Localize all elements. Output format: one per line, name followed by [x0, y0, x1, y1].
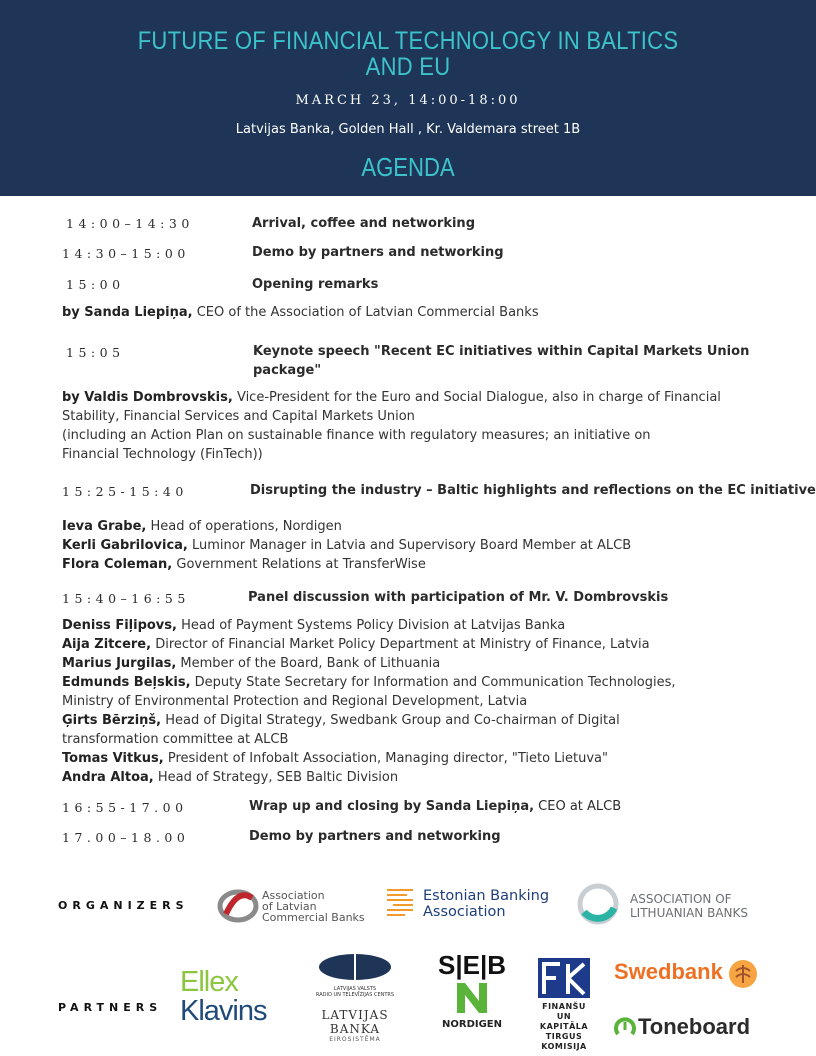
schedule-time: 14:30–15:00	[62, 246, 190, 261]
ellex-klavins-logo: Ellex Klavins	[180, 966, 267, 1027]
schedule-time: 15:00	[66, 277, 125, 292]
schedule-title: Opening remarks	[252, 277, 379, 292]
nordigen-icon	[454, 981, 490, 1015]
schedule-time: 15:05	[66, 345, 125, 360]
schedule-title: Wrap up and closing by Sanda Liepiņa, CEO at ALCB	[249, 799, 622, 814]
agenda-heading: AGENDA	[361, 152, 455, 182]
panelist: Marius Jurgilas, Member of the Board, Bank of Lithuania	[62, 656, 441, 671]
panelist-cont: transformation committee at ALCB	[62, 732, 289, 747]
latvijas-banka-logo: LATVIJAS VALSTS RADIO UN TELEVĪZIJAS CENTRS LATVIJAS BANKA EIROSISTĒMA	[300, 952, 410, 1052]
keynote-text: Stability, Financial Services and Capital Markets Union	[62, 409, 415, 424]
panelist: Deniss Fiļipovs, Head of Payment Systems Policy Division at Latvijas Banka	[62, 618, 566, 633]
fktk-logo: FINANŠU UN KAPITĀLA TIRGUS KOMISIJA	[535, 958, 593, 1044]
schedule-title: Disrupting the industry – Baltic highlights and reflections on the EC initiative	[250, 483, 816, 498]
schedule-title: Panel discussion with participation of Mr. V. Dombrovskis	[248, 590, 669, 605]
swedbank-logo: Swedbank	[614, 959, 764, 993]
swedbank-tree-icon	[728, 959, 758, 989]
schedule-title-cont: package"	[253, 363, 322, 378]
panelist-cont: Ministry of Environmental Protection and Regional Development, Latvia	[62, 694, 528, 709]
alcb-icon	[216, 884, 260, 928]
speaker: Flora Coleman, Government Relations at TransferWise	[62, 557, 426, 572]
header-banner	[0, 0, 816, 196]
seb-nordigen-logo: S|E|B NORDIGEN	[437, 950, 506, 1030]
partners-label: PARTNERS	[58, 1001, 163, 1014]
eba-icon	[385, 886, 415, 918]
schedule-title: Demo by partners and networking	[252, 245, 504, 260]
event-date: MARCH 23, 14:00-18:00	[295, 93, 521, 108]
lvbank-icon	[315, 952, 395, 982]
panelist: Edmunds Beļskis, Deputy State Secretary for Information and Communication Technologies,	[62, 675, 676, 690]
toneboard-logo: Toneboard	[614, 1014, 764, 1044]
schedule-time: 16:55-17.00	[62, 800, 188, 815]
panelist: Andra Altoa, Head of Strategy, SEB Baltic Division	[62, 770, 399, 785]
schedule-time: 17.00–18.00	[62, 830, 190, 845]
keynote-text: Financial Technology (FinTech))	[62, 447, 263, 462]
schedule-time: 15:40–16:55	[62, 591, 190, 606]
schedule-time: 15:25-15:40	[62, 484, 188, 499]
lithuanian-banks-logo: ASSOCIATION OF LITHUANIAN BANKS	[576, 882, 766, 926]
keynote-text: (including an Action Plan on sustainable finance with regulatory measures; an initiative on	[62, 428, 651, 443]
alb-icon	[576, 882, 620, 926]
panelist: Tomas Vitkus, President of Infobalt Association, Managing director, "Tieto Lietuva"	[62, 751, 608, 766]
panelist: Ģirts Bērziņš, Head of Digital Strategy, Swedbank Group and Co-chairman of Digital	[62, 713, 620, 728]
speaker: Kerli Gabrilovica, Luminor Manager in Latvia and Supervisory Board Member at ALCB	[62, 538, 632, 553]
estonian-banking-logo: Estonian Banking Association	[385, 886, 565, 922]
speaker: Ieva Grabe, Head of operations, Nordigen	[62, 519, 342, 534]
schedule-title: Keynote speech "Recent EC initiatives within Capital Markets Union	[253, 344, 750, 359]
fktk-icon	[538, 958, 590, 998]
schedule-title: Demo by partners and networking	[249, 829, 501, 844]
panelist: Aija Zitcere, Director of Financial Market Policy Department at Ministry of Finance, Latvia	[62, 637, 650, 652]
schedule-time: 14:00–14:30	[66, 216, 194, 231]
opening-speaker: by Sanda Liepiņa, CEO of the Association of Latvian Commercial Banks	[62, 305, 539, 320]
organizers-label: ORGANIZERS	[58, 899, 189, 912]
alcb-logo: Association of Latvian Commercial Banks	[216, 884, 366, 928]
event-venue: Latvijas Banka, Golden Hall , Kr. Valdemara street 1B	[235, 122, 581, 137]
toneboard-icon	[614, 1016, 636, 1038]
schedule-title: Arrival, coffee and networking	[252, 216, 475, 231]
event-title: FUTURE OF FINANCIAL TECHNOLOGY IN BALTICS AND EU	[137, 27, 679, 81]
keynote-speaker: by Valdis Dombrovskis, Vice-President for the Euro and Social Dialogue, also in charge of Financial	[62, 390, 721, 405]
